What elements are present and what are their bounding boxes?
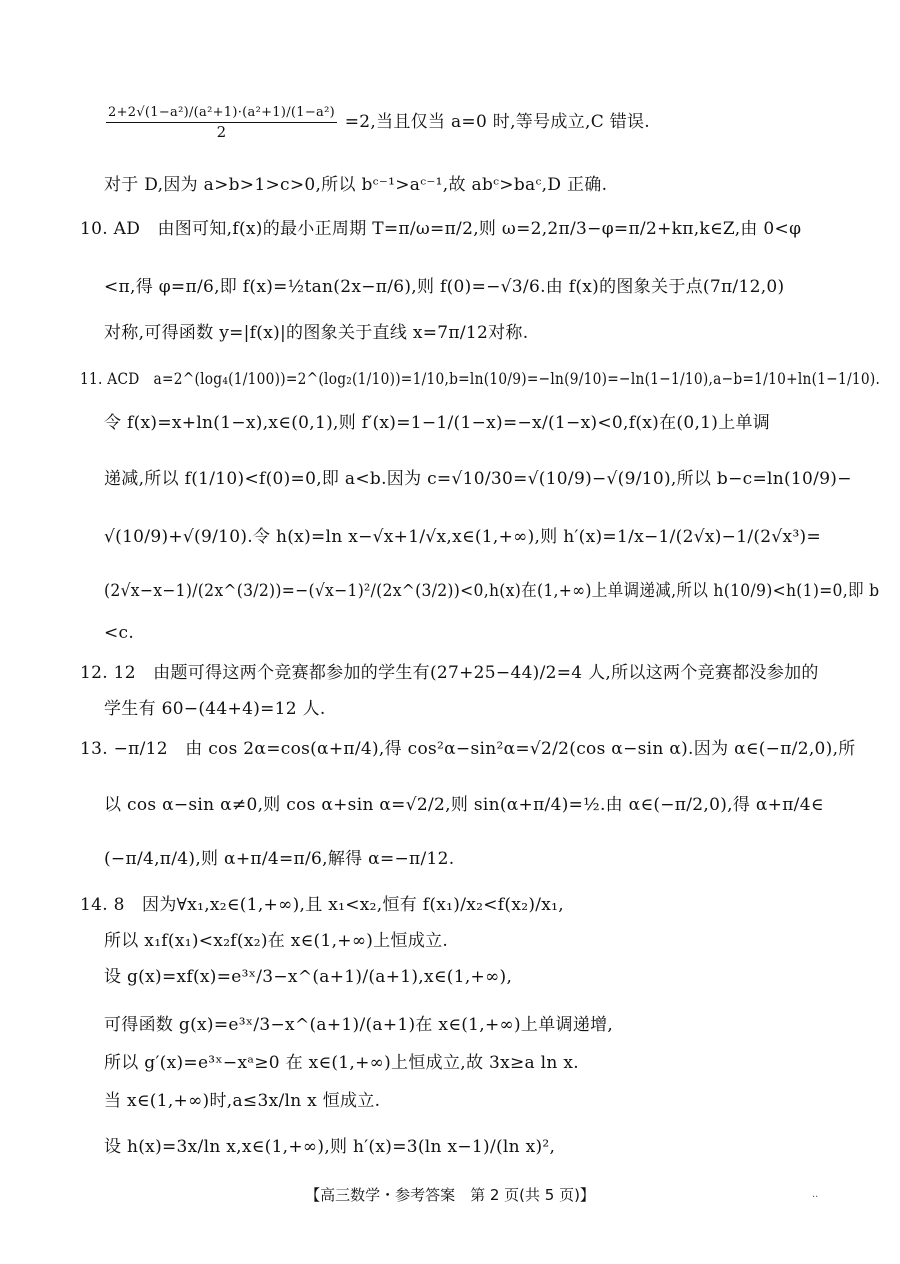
- q14-line-4: 可得函数 g(x)=e³ˣ/3−x^(a+1)/(a+1)在 x∈(1,+∞)上单调递增,: [104, 1015, 614, 1035]
- q11-line-6: <c.: [104, 623, 135, 643]
- q14-line-2: 所以 x₁f(x₁)<x₂f(x₂)在 x∈(1,+∞)上恒成立.: [104, 931, 449, 951]
- q14-line-3: 设 g(x)=xf(x)=e³ˣ/3−x^(a+1)/(a+1),x∈(1,+∞),: [104, 967, 513, 987]
- corner-mark: ··: [812, 1192, 819, 1203]
- q11-line-2: 令 f(x)=x+ln(1−x),x∈(0,1),则 f′(x)=1−1/(1−x)=−x/(1−x)<0,f(x)在(0,1)上单调: [104, 413, 771, 433]
- q10-line-3: 对称,可得函数 y=|f(x)|的图象关于直线 x=7π/12对称.: [104, 323, 529, 343]
- q13-line-1: 13. −π/12 由 cos 2α=cos(α+π/4),得 cos²α−sin²α=√2/2(cos α−sin α).因为 α∈(−π/2,0),所: [80, 739, 856, 759]
- q14-line-1: 14. 8 因为∀x₁,x₂∈(1,+∞),且 x₁<x₂,恒有 f(x₁)/x₂<f(x₂)/x₁,: [80, 895, 564, 915]
- q14-line-6: 当 x∈(1,+∞)时,a≤3x/ln x 恒成立.: [104, 1091, 381, 1111]
- q11-line-5: (2√x−x−1)/(2x^(3/2))=−(√x−1)²/(2x^(3/2))<0,h(x)在(1,+∞)上单调递减,所以 h(10/9)<h(1)=0,即 b: [104, 581, 880, 601]
- q9-fraction-numerator: 2+2√(1−a²)/(a²+1)·(a²+1)/(1−a²): [106, 104, 337, 123]
- q12-line-2: 学生有 60−(44+4)=12 人.: [104, 699, 326, 719]
- q13-line-2: 以 cos α−sin α≠0,则 cos α+sin α=√2/2,则 sin(α+π/4)=½.由 α∈(−π/2,0),得 α+π/4∈: [104, 795, 824, 815]
- q9-conclusion-d: 对于 D,因为 a>b>1>c>0,所以 bᶜ⁻¹>aᶜ⁻¹,故 abᶜ>baᶜ,D 正确.: [104, 175, 608, 195]
- q10-line-1: 10. AD 由图可知,f(x)的最小正周期 T=π/ω=π/2,则 ω=2,2π/3−φ=π/2+kπ,k∈Z,由 0<φ: [80, 219, 802, 239]
- q9-fraction: [106, 104, 337, 141]
- q11-line-3: 递减,所以 f(1/10)<f(0)=0,即 a<b.因为 c=√10/30=√(10/9)−√(9/10),所以 b−c=ln(10/9)−: [104, 469, 852, 489]
- q9-fraction-line: [104, 104, 650, 141]
- q9-conclusion-c: =2,当且仅当 a=0 时,等号成立,C 错误.: [344, 112, 651, 132]
- page-footer: 【高三数学・参考答案 第 2 页(共 5 页)】: [305, 1186, 595, 1204]
- q10-line-2: <π,得 φ=π/6,即 f(x)=½tan(2x−π/6),则 f(0)=−√3/6.由 f(x)的图象关于点(7π/12,0): [104, 277, 785, 297]
- q9-fraction-denominator: 2: [216, 123, 227, 141]
- q14-line-7: 设 h(x)=3x/ln x,x∈(1,+∞),则 h′(x)=3(ln x−1)/(ln x)²,: [104, 1137, 556, 1157]
- q11-line-4: √(10/9)+√(9/10).令 h(x)=ln x−√x+1/√x,x∈(1,+∞),则 h′(x)=1/x−1/(2√x)−1/(2√x³)=: [104, 527, 822, 547]
- q12-line-1: 12. 12 由题可得这两个竞赛都参加的学生有(27+25−44)/2=4 人,所以这两个竞赛都没参加的: [80, 663, 819, 683]
- q14-line-5: 所以 g′(x)=e³ˣ−xᵃ≥0 在 x∈(1,+∞)上恒成立,故 3x≥a ln x.: [104, 1053, 579, 1073]
- q11-line-1: 11. ACD a=2^(log₄(1/100))=2^(log₂(1/10))=1/10,b=ln(10/9)=−ln(9/10)=−ln(1−1/10),a−b=1/10+ln(1−1/10).: [80, 369, 881, 388]
- q13-line-3: (−π/4,π/4),则 α+π/4=π/6,解得 α=−π/12.: [104, 849, 455, 869]
